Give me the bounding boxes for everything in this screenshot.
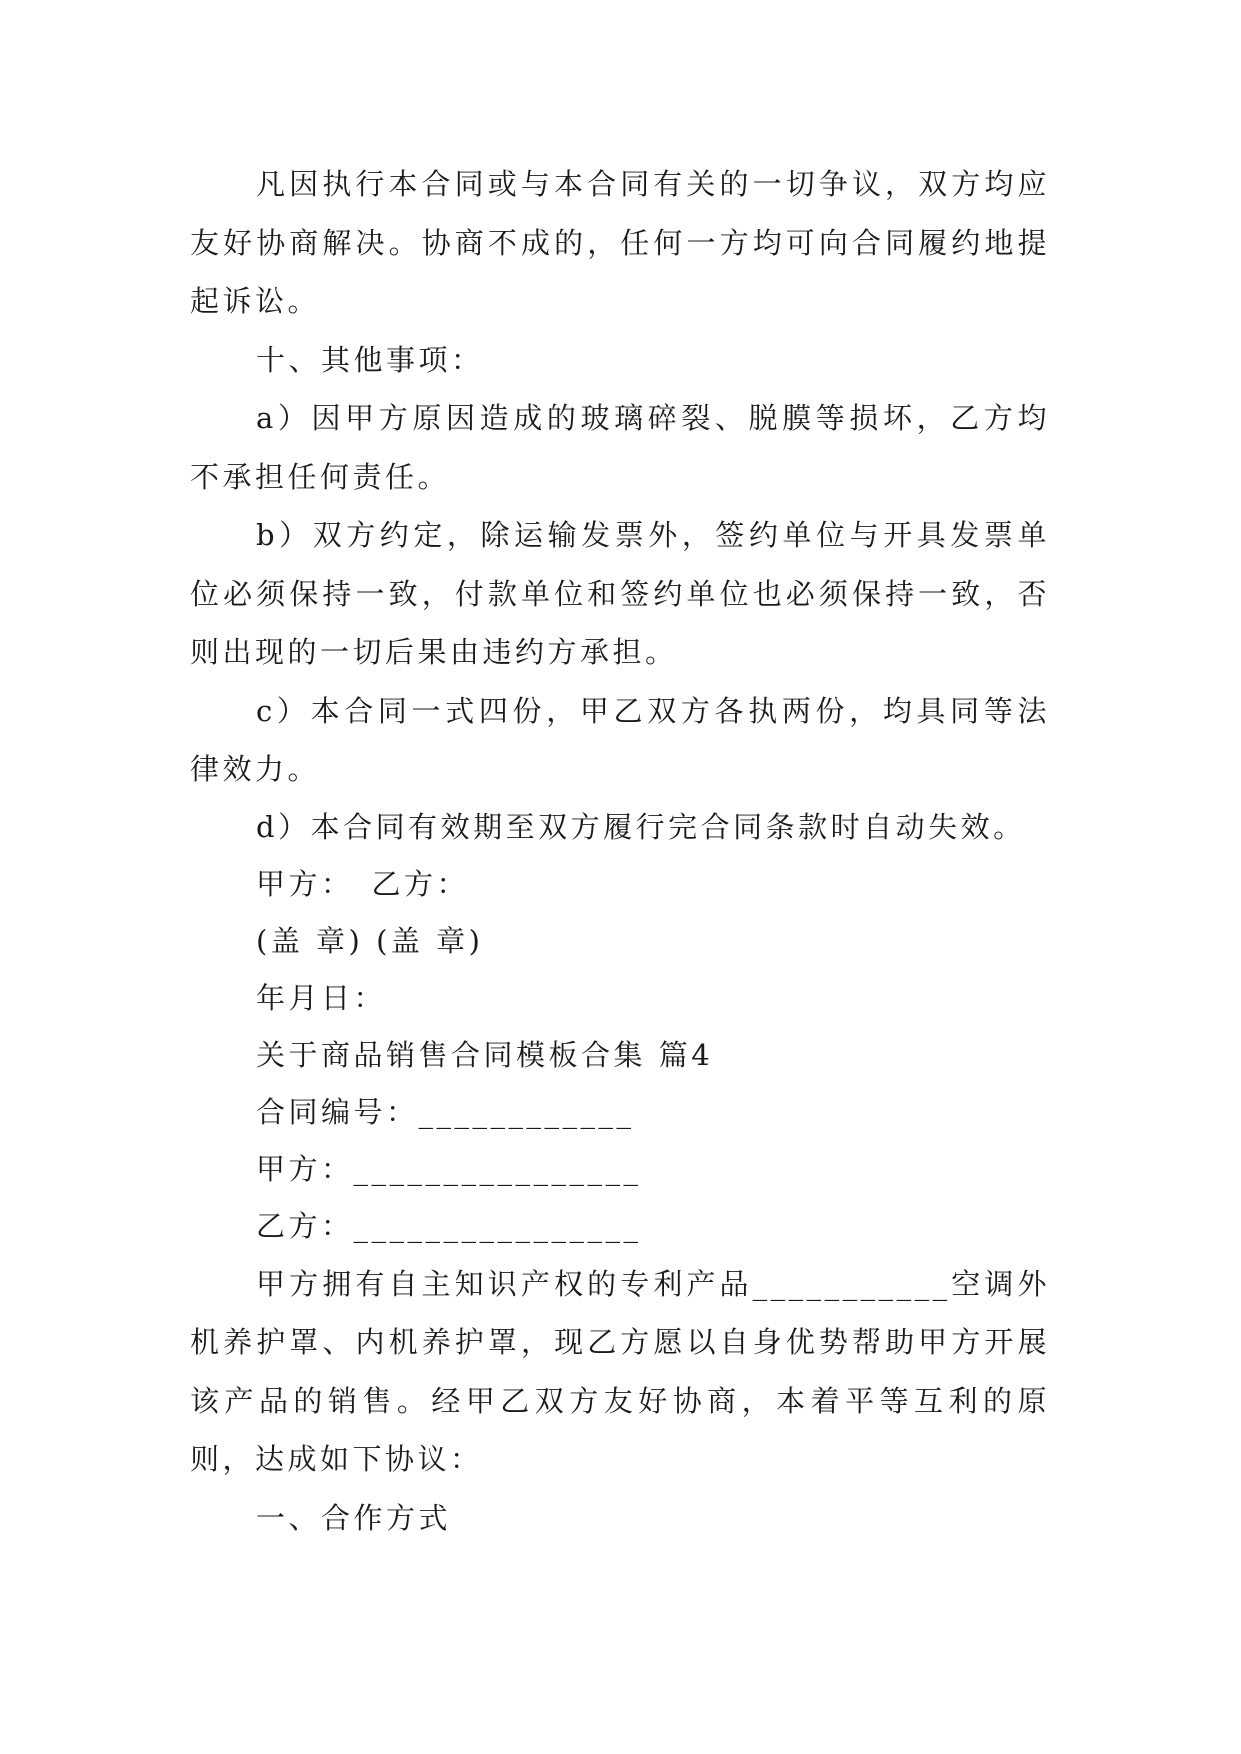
- date-line: 年月日：: [256, 980, 387, 1015]
- section-heading-other-matters: 十、其他事项：: [256, 342, 484, 377]
- clause-d: d）本合同有效期至双方履行完合同条款时自动失效。: [256, 809, 1026, 844]
- contract-number-line: 合同编号：____________: [256, 1094, 635, 1129]
- clause-c: c）本合同一式四份，甲乙双方各执两份，均具同等法律效力。: [190, 693, 1050, 786]
- dispute-resolution-paragraph: 凡因执行本合同或与本合同有关的一切争议，双方均应友好协商解决。协商不成的，任何一方均可向合同履约地提起诉讼。: [190, 167, 1050, 318]
- document-page: [190, 155, 1050, 1547]
- preamble-paragraph: 甲方拥有自主知识产权的专利产品___________空调外机养护罩、内机养护罩，现乙方愿以自身优势帮助甲方开展该产品的销售。经甲乙双方友好协商，本着平等互利的原则，达成如下协议：: [190, 1266, 1050, 1476]
- contract-title: 关于商品销售合同模板合集 篇4: [256, 1037, 714, 1072]
- party-b-line: 乙方：________________: [256, 1208, 642, 1243]
- clause-a: a）因甲方原因造成的玻璃碎裂、脱膜等损坏，乙方均不承担任何责任。: [190, 401, 1050, 494]
- signature-parties: 甲方： 乙方：: [256, 866, 470, 901]
- party-a-line: 甲方：________________: [256, 1151, 642, 1186]
- seal-line: (盖 章) (盖 章): [256, 923, 484, 958]
- section-heading-cooperation: 一、合作方式: [256, 1500, 452, 1535]
- clause-b: b）双方约定，除运输发票外，签约单位与开具发票单位必须保持一致，付款单位和签约单位也必须保持一致，否则出现的一切后果由违约方承担。: [190, 518, 1050, 669]
